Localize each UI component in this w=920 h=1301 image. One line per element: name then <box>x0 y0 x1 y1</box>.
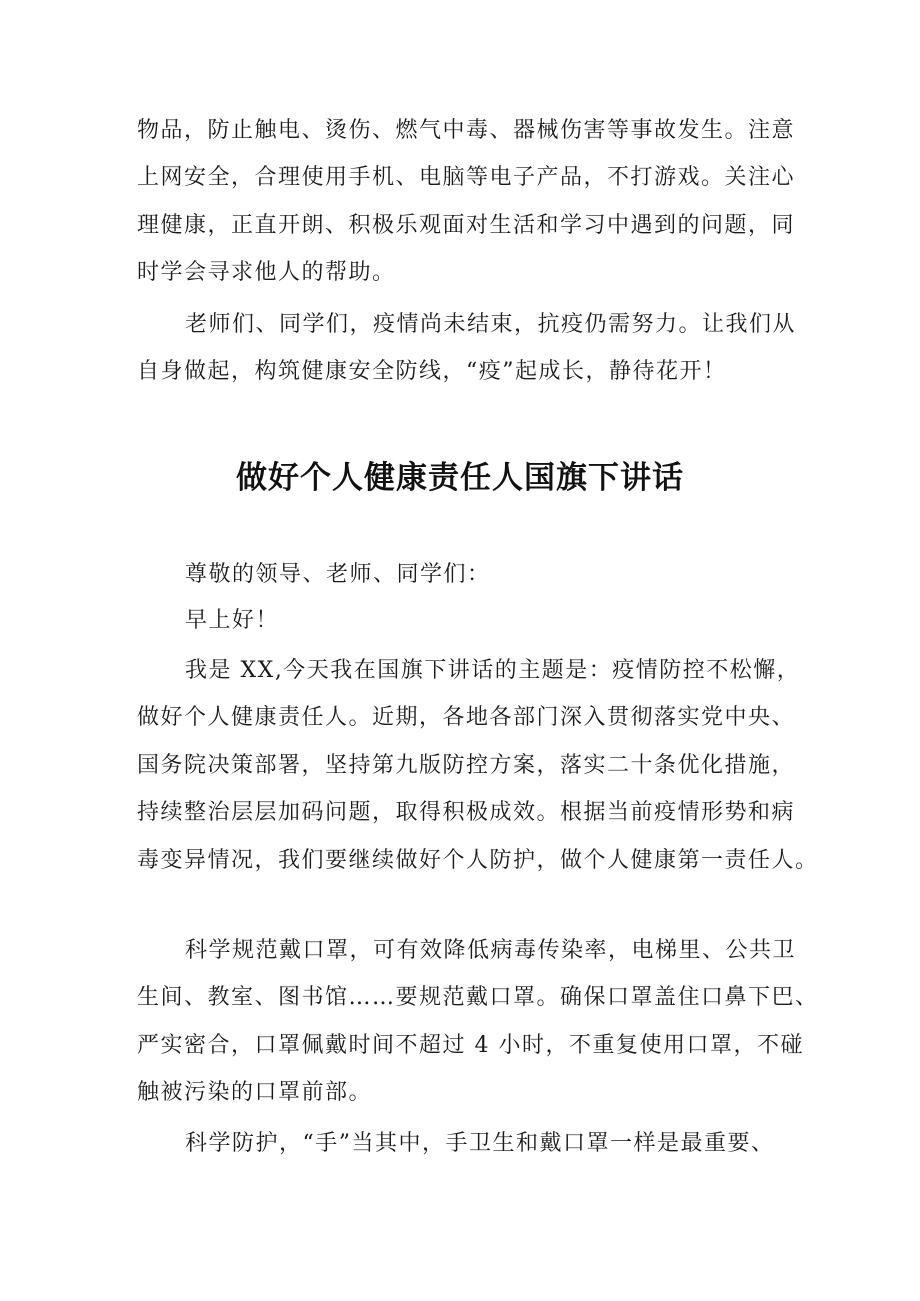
article-title: 做好个人健康责任人国旗下讲话 <box>236 460 684 496</box>
salutation: 尊敬的领导、老师、同学们： <box>185 562 491 587</box>
paragraph-line: 生间、教室、图书馆……要规范戴口罩。确保口罩盖住口鼻下巴、 <box>137 985 819 1010</box>
paragraph-line: 物品，防止触电、烫伤、燃气中毒、器械伤害等事故发生。注意 <box>137 118 796 143</box>
paragraph-line: 上网安全，合理使用手机、电脑等电子产品，不打游戏。关注心 <box>137 165 796 190</box>
paragraph-line: 持续整治层层加码问题，取得积极成效。根据当前疫情形势和病 <box>137 800 796 825</box>
paragraph-line: 触被污染的口罩前部。 <box>137 1080 373 1105</box>
paragraph-line: 时学会寻求他人的帮助。 <box>137 260 396 285</box>
greeting: 早上好！ <box>185 608 280 633</box>
paragraph-line: 做好个人健康责任人。近期，各地各部门深入贯彻落实党中央、 <box>137 705 796 730</box>
paragraph-line: 理健康，正直开朗、积极乐观面对生活和学习中遇到的问题，同 <box>137 213 796 238</box>
paragraph-line: 我是 XX,今天我在国旗下讲话的主题是：疫情防控不松懈， <box>185 658 801 683</box>
paragraph-line: 严实密合，口罩佩戴时间不超过 4 小时，不重复使用口罩，不碰 <box>137 1033 804 1058</box>
paragraph-line: 自身做起，构筑健康安全防线，“疫”起成长，静待花开！ <box>137 359 727 384</box>
paragraph-line: 国务院决策部署，坚持第九版防控方案，落实二十条优化措施， <box>137 753 796 778</box>
paragraph-line: 科学规范戴口罩，可有效降低病毒传染率，电梯里、公共卫 <box>185 938 797 963</box>
paragraph-line: 老师们、同学们，疫情尚未结束，抗疫仍需努力。让我们从 <box>185 312 797 337</box>
paragraph-line: 毒变异情况，我们要继续做好个人防护，做个人健康第一责任人。 <box>137 848 819 873</box>
paragraph-line: 科学防护，“手”当其中，手卫生和戴口罩一样是最重要、 <box>185 1131 775 1156</box>
